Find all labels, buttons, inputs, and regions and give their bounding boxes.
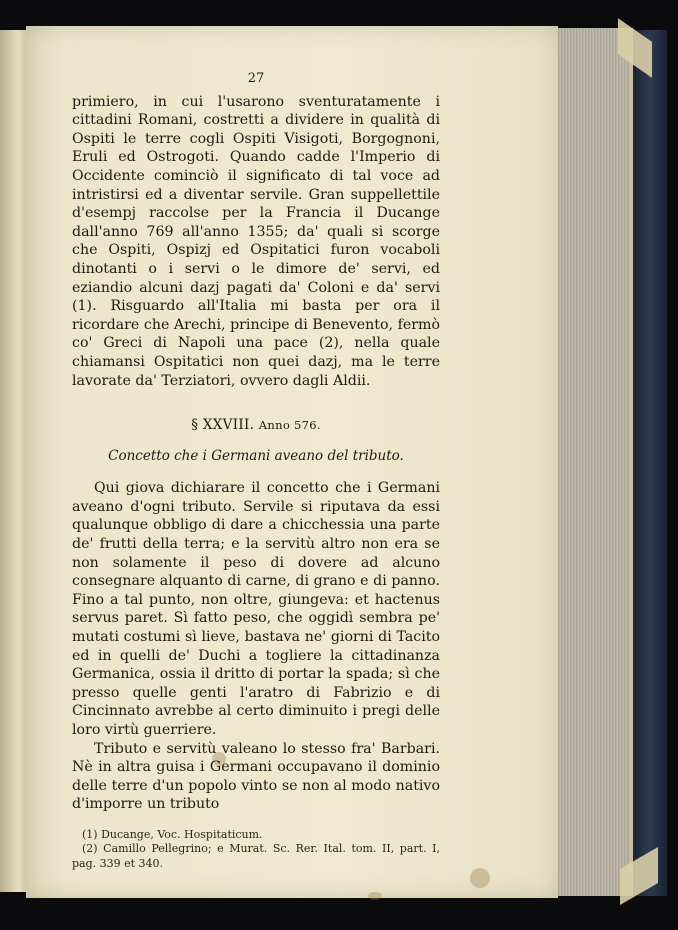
footnote: (1) Ducange, Voc. Hospitaticum. <box>82 827 263 841</box>
footnote: (2) Camillo Pellegrino; e Murat. Sc. Rer. Ital. tom. II, part. I, pag. 339 et 340. <box>72 842 440 870</box>
book-cover <box>630 30 667 896</box>
paragraph: primiero, in cui l'usarono sventuratamente i cittadini Romani, costretti a dividere in qualità di Ospiti le terre cogli Ospiti Visigoti, Borgognoni, Eruli ed Ostrogoti. Quando cadde l'Imperio di Occidente cominciò il significato di tal voce ad intristirsi ed a diventar servile. Gran suppellettile d'esempj raccolse per la Francia il Ducange dall'anno 769 all'anno 1355; da' quali si scorge che Ospiti, Ospizj ed Ospitatici furon vocaboli dinotanti o i servi o le dimore de' servi, ed eziandio alcuni dazj pagati da' Coloni e da' servi (1). Risguardo all'Italia mi basta per ora il ricordare che Arechi, principe di Benevento, fermò co' Greci di Napoli una pace (2), nella quale chiamansi Ospitatici non quei dazj, ma le terre lavorate da' Terziatori, ovvero dagli Aldii. <box>72 93 440 389</box>
page-number: 27 <box>247 71 265 86</box>
page-block-edge <box>555 28 633 896</box>
footnotes <box>72 828 440 872</box>
section-subtitle: Concetto che i Germani aveano del tributo. <box>108 447 404 464</box>
section-number: § XXVIII. <box>191 417 255 434</box>
facing-page-edge <box>0 30 26 892</box>
section-heading <box>72 416 440 435</box>
paragraph: Qui giova dichiarare il concetto che i Germani aveano d'ogni tributo. Servile si riputava da essi qualunque obbligo di dare a chicchessia una parte de' frutti della terra; e la servitù altro non era se non solamente il peso di dovere ad alcuno consegnare alquanto di carne, di grano e di panno. Fino a tal punto, non oltre, giungeva: et hactenus servus paret. Sì fatto peso, che oggidì sembra pe' mutati costumi sì lieve, bastava ne' giorni di Tacito ed in quelli de' Duchi a togliere la cittadinanza Germanica, ossia il dritto di portar la spada; sì che presso quelle genti l'aratro di Fabrizio e di Cincinnato avrebbe al certo diminuito i pregi delle loro virtù guerriere. <box>72 480 440 738</box>
stain-mark <box>368 892 382 900</box>
stain-mark <box>470 868 490 888</box>
paragraph: Tributo e servitù valeano lo stesso fra' Barbari. Nè in altra guisa i Germani occupavano il dominio delle terre d'un popolo vinto se non al modo nativo d'imporre un tributo <box>72 740 440 813</box>
section-year: Anno 576. <box>258 418 321 433</box>
page-text <box>72 70 440 871</box>
